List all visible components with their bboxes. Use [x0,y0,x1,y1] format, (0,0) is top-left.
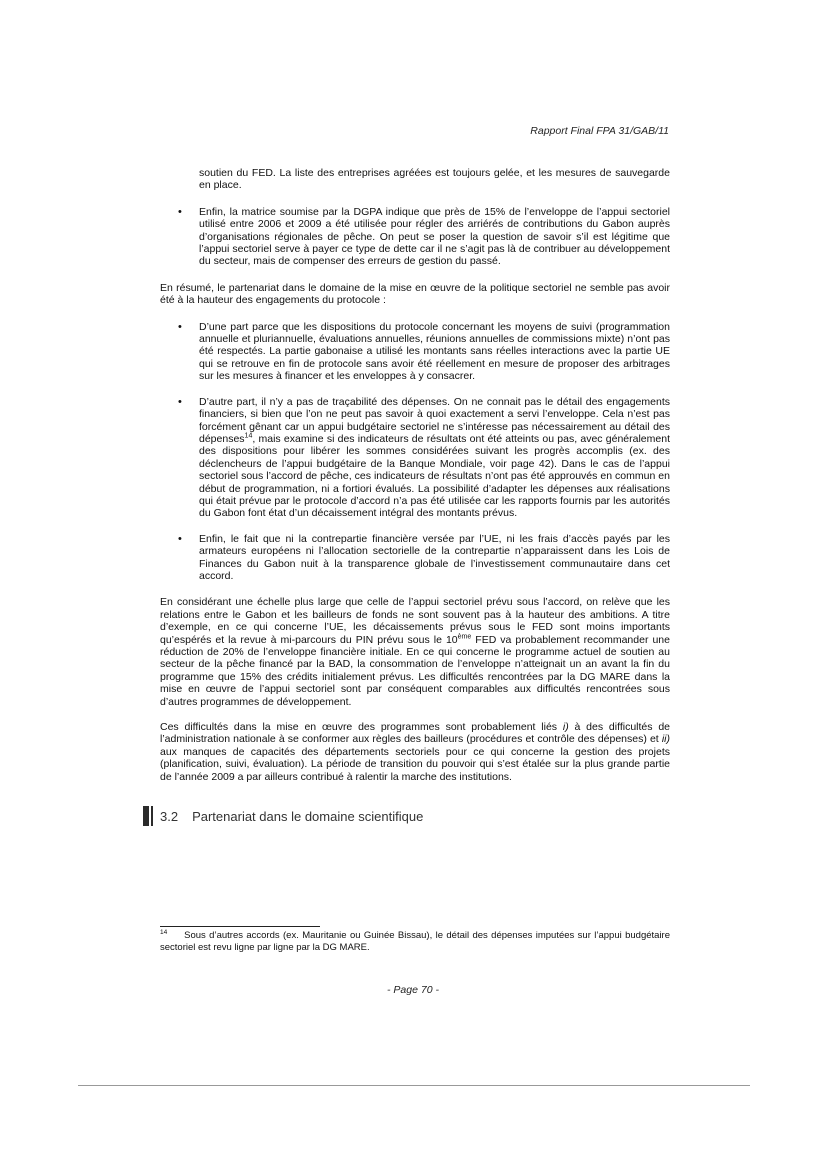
section-title: Partenariat dans le domaine scientifique [192,808,424,824]
superscript-eme: ème [457,633,472,641]
summary-paragraph: En résumé, le partenariat dans le domaine de la mise en œuvre de la politique sectoriel ne semble pas avoir été à la hauteur des engagements du protocole : [160,281,670,307]
section-bar-icon [143,806,149,826]
footnote-text: Sous d’autres accords (ex. Mauritanie ou Guinée Bissau), le détail des dépenses imputées sur l’appui budgétaire sectoriel est revu ligne par ligne par la DG MARE. [160,930,670,953]
bullet-text-dune-part: D’une part parce que les dispositions du protocole concernant les moyens de suivi (programmation annuelle et pluriannuelle, évaluations annuelles, réunions annuelles de commissions mixte) n’ont pas été respectés. La partie gabonaise a utilisé les montants sans réelles interactions avec la partie UE qui se retrouve en fin de protocole sans avoir été réellement en mesure de proposer des arbitrages sur les mesures à financer et les enveloppes à y consacrer. [199,320,670,383]
footnote-reference[interactable]: 14 [244,432,253,440]
difficulties-marker-ii: ii) [661,733,670,746]
difficulties-text-c: aux manques de capacités des départements sectoriels pour ce qui concerne la gestion des projets (planification, suivi, évaluation). La période de transition du pouvoir qui s’est étalée sur la plus grande partie de l’année 2009 a par ailleurs contribué à ralentir la marche des institutions. [160,745,670,783]
difficulties-paragraph [160,721,670,783]
scale-paragraph-text-a: En considérant une échelle plus large que celle de l’appui sectoriel prévu sous l’accord, on relève que les relations entre le Gabon et les bailleurs de fonds ne sont souvent pas à la hauteur des ambitions. A titre d’exemple, en ce qui concerne l’UE, les décaissements prévus sous le FED sont moins importants qu’espérés et la revue à mi-parcours du PIN prévu sous le 10 [160,596,670,646]
footnote [160,930,670,953]
footnote-separator [160,926,320,927]
bullet-text-dautre-part-b: , mais examine si des indicateurs de résultats ont été atteints ou pas, avec généralement des dispositions pour libérer les sommes considérées suivant les progrès accomplis (ex. des déclencheurs de l’appui budgétaire de la Banque Mondiale, voir page 42). Dans le cas de l’appui sectoriel sous l’accord de pêche, ces indicateurs de résultats n’ont pas été approuvés en commun en début de programmation, ni a fortiori évalués. La possibilité d’adapter les dépenses aux réalisations qui était prévue par le protocole d’accord n’a pas été utilisée car les rapports fournis par les autorités du Gabon font état d’un décaissement intégral des montants prévus. [199,432,670,520]
page-number: - Page 70 - [387,984,439,996]
report-reference: Rapport Final FPA 31/GAB/11 [530,125,669,137]
bullet-text-dautre-part-a: D’autre part, il n’y a pas de traçabilité des dépenses. On ne connait pas le détail des engagements financiers, si bien que l’on ne peut pas savoir à quoi exactement a servi l’enveloppe. Cela n’est pas forcément gênant car un appui budgétaire sectoriel ne s’intéresse pas nécessairement au détail des dépenses [199,395,670,445]
list-item [160,321,670,383]
bullet-text-enfin-contrepartie: Enfin, le fait que ni la contrepartie financière versée par l’UE, ni les frais d’accès payés par les armateurs européens ni l’allocation sectorielle de la contrepartie n’apparaissent dans les Lois de Finances du Gabon nuit à la transparence globale de l’investissement communautaire dans cet accord. [199,532,670,582]
section-bar-thin-icon [151,806,153,826]
bullet-icon: • [178,395,182,408]
bullet-list-1 [160,206,670,268]
page-bottom-divider [78,1085,750,1086]
list-item [160,396,670,520]
difficulties-marker-i: i) [562,721,569,734]
difficulties-text-a: Ces difficultés dans la mise en œuvre des programmes sont probablement liés [160,721,563,734]
bullet-icon: • [178,205,182,218]
bullet-list-2 [160,321,670,583]
bullet-text-enfin-dgpa: Enfin, la matrice soumise par la DGPA indique que près de 15% de l’enveloppe de l’appui sectoriel utilisé entre 2006 et 2009 a été utilisée pour régler des arriérés de contributions du Gabon auprès d’organisations régionales de pêche. On peut se poser la question de savoir s’il est légitime que l’appui sectoriel serve à payer ce type de dette car il ne s’agit pas là de contribuer au développement du secteur, mais de compenser des erreurs de gestion du passé. [199,205,670,268]
section-heading [160,803,670,829]
scale-paragraph-text-b: FED va probablement recommander une réduction de 20% de l’enveloppe financière initiale. En ce qui concerne le programme actuel de soutien au secteur de la pêche financé par la BAD, la consommation de l’enveloppe n’atteignait un an avant la fin du programme que 15% des crédits initialement prévus. Les difficultés rencontrées par la DG MARE dans la mise en œuvre de l’appui sectoriel sont par conséquent comparables aux difficultés rencontrées sous d’autres programmes de développement. [160,633,670,708]
list-item [160,533,670,583]
footnote-number: 14 [160,928,168,936]
bullet-icon: • [178,532,182,545]
section-number: 3.2 [160,808,179,824]
bullet-icon: • [178,320,182,333]
list-item [160,206,670,268]
difficulties-text-b: à des difficultés de l’administration nationale à se conformer aux règles des bailleurs (procédures et contrôle des dépenses) et [160,721,670,746]
scale-paragraph [160,596,670,708]
main-content [160,167,670,829]
continuation-paragraph: soutien du FED. La liste des entreprises agréées est toujours gelée, et les mesures de sauvegarde en place. [199,167,670,192]
